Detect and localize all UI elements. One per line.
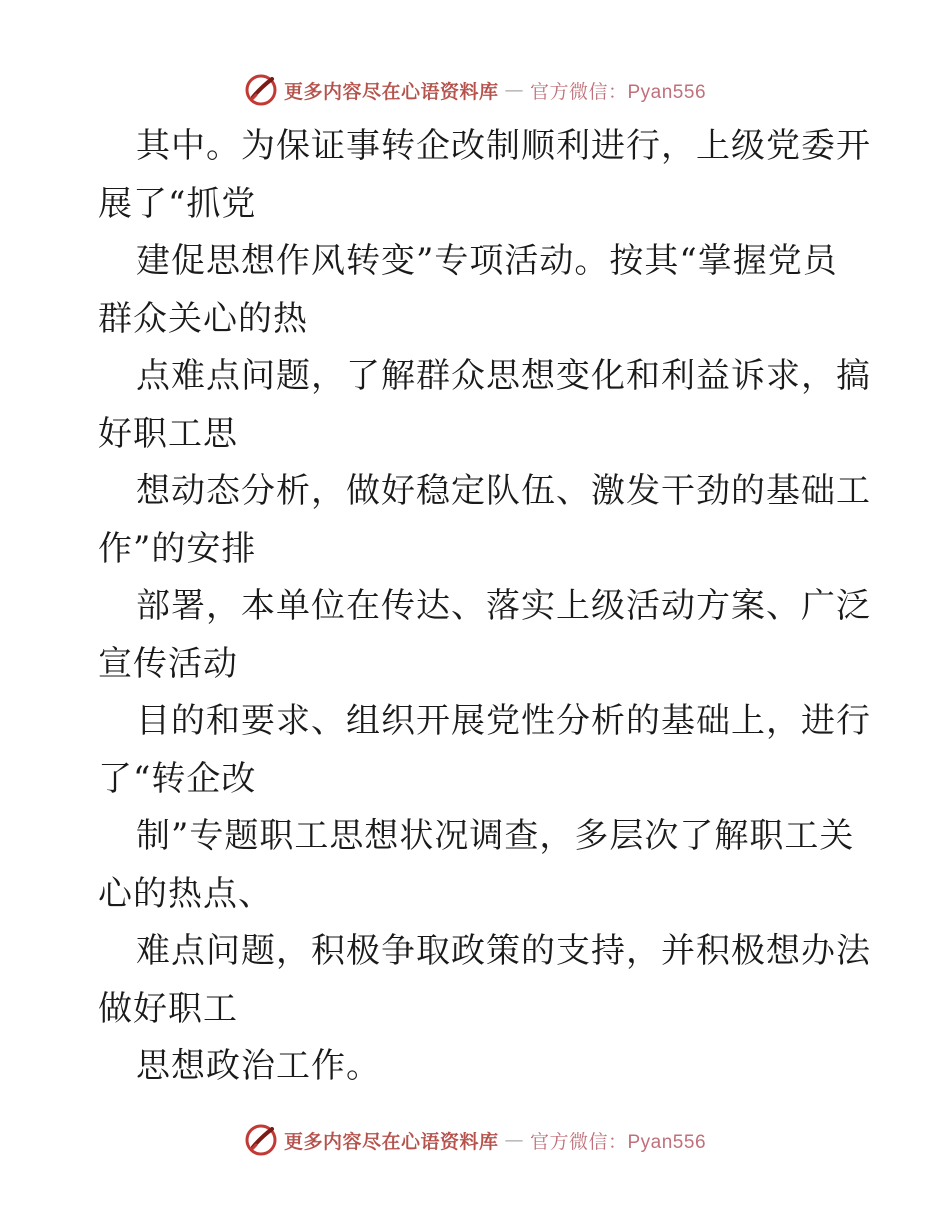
brush-logo-icon — [244, 1123, 278, 1157]
text-line: 了“转企改 — [98, 758, 257, 799]
text-line: 想动态分析，做好稳定队伍、激发干劲的基础工 — [136, 471, 871, 511]
text-line: 做好职工 — [98, 988, 238, 1029]
watermark-brand-text: 更多内容尽在心语资料库 — [283, 1130, 499, 1153]
text-line: 心的热点、 — [98, 873, 273, 914]
text-line: 群众关心的热 — [98, 298, 308, 339]
text-line: 难点问题，积极争取政策的支持，并积极想办法 — [136, 931, 871, 971]
text-line: 宣传活动 — [98, 643, 238, 684]
text-line: 其中。为保证事转企改制顺利进行，上级党委开 — [136, 126, 871, 166]
text-line: 作”的安排 — [98, 528, 257, 569]
watermark-separator: — — [504, 79, 524, 101]
text-line: 思想政治工作。 — [136, 1046, 381, 1086]
text-line: 展了“抓党 — [98, 183, 257, 224]
text-line: 好职工思 — [98, 413, 238, 454]
text-line: 建促思想作风转变”专项活动。按其“掌握党员 — [136, 241, 838, 281]
body-paragraph — [98, 118, 871, 1096]
text-line: 制”专题职工思想状况调查，多层次了解职工关 — [136, 816, 855, 856]
brush-logo-icon — [244, 73, 278, 107]
text-line: 部署，本单位在传达、落实上级活动方案、广泛 — [136, 586, 871, 626]
watermark-wechat-text: 官方微信：Pyan556 — [530, 81, 707, 103]
text-line: 点难点问题，了解群众思想变化和利益诉求，搞 — [136, 356, 871, 396]
watermark-separator: — — [504, 1129, 524, 1151]
watermark-brand-text: 更多内容尽在心语资料库 — [283, 80, 499, 103]
watermark-wechat-text: 官方微信：Pyan556 — [530, 1131, 707, 1153]
text-line: 目的和要求、组织开展党性分析的基础上，进行 — [136, 701, 871, 741]
footer-watermark — [0, 1120, 950, 1160]
header-watermark — [0, 70, 950, 110]
